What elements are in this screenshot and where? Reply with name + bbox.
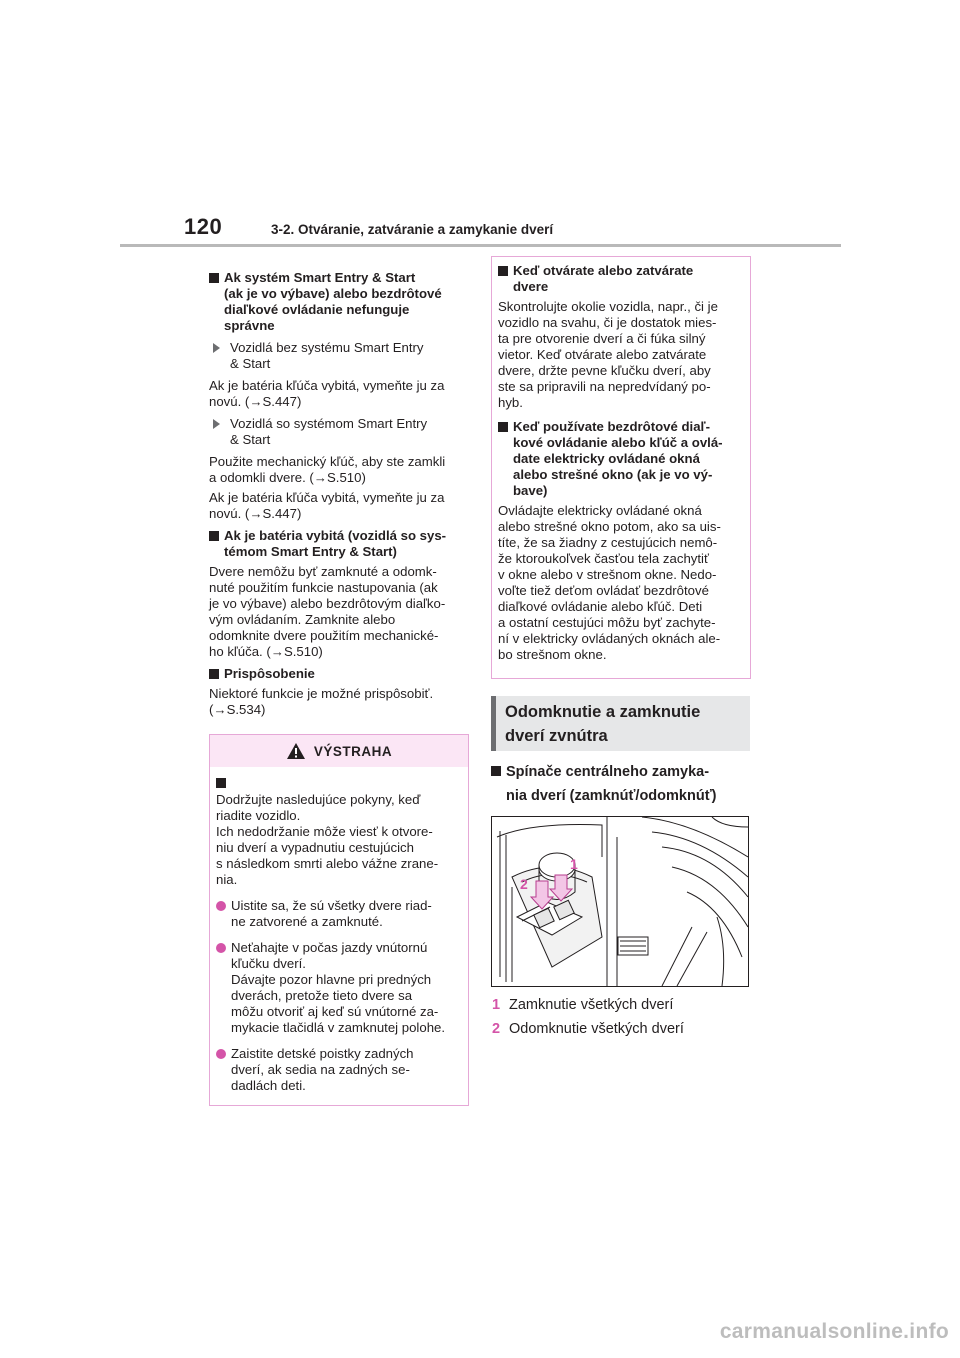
- square-bullet-icon: [209, 669, 219, 679]
- text-line: Niektoré funkcie je možné prispôsobiť.: [209, 686, 434, 701]
- legend-number: 2: [492, 1021, 501, 1037]
- illustration-legend: [491, 993, 751, 1041]
- text-line: dverí, ak sedia na zadných se-: [231, 1062, 410, 1077]
- paragraph: [498, 299, 744, 411]
- text-line: diaľkové ovládanie nefunguje: [224, 302, 410, 317]
- square-bullet-icon: [491, 766, 501, 776]
- text-line: alebo strešné okno potom, ako sa uis-: [498, 519, 721, 534]
- text-line: kľučku dverí.: [231, 956, 306, 971]
- text-line: Skontrolujte okolie vozidla, napr., či je: [498, 299, 718, 314]
- legend-text: Odomknutie všetkých dverí: [509, 1021, 684, 1037]
- lines: [231, 1046, 414, 1094]
- lines: [513, 419, 723, 499]
- text-line: a odomkli dvere. (→S.510): [209, 470, 366, 485]
- paragraph: [209, 454, 469, 486]
- subheading-battery: [209, 528, 469, 560]
- text-line: novú. (→S.447): [209, 506, 302, 521]
- text-line: Ak je batéria kľúča vybitá, vymeňte ju za: [209, 490, 445, 505]
- text-line: (→S.534): [209, 702, 266, 717]
- dot-bullet-icon: [216, 1049, 226, 1059]
- text-line: dverách, pretože tieto dvere sa: [231, 988, 413, 1003]
- triangle-arrow-icon: [213, 419, 225, 429]
- text-line: že ktoroukoľvek časťou tela zachytiť: [498, 551, 709, 566]
- text-line: odomknite dvere použitím mechanické-: [209, 628, 439, 643]
- header-divider: [120, 244, 841, 247]
- text-line: Ak systém Smart Entry & Start: [224, 270, 416, 285]
- text-line: ní v elektricky ovládaných oknách ale-: [498, 631, 721, 646]
- text-line: títe, že sa žiadny z cestujúcich nemô-: [498, 535, 718, 550]
- text-line: Ich nedodržanie môže viesť k otvore-: [216, 824, 433, 839]
- warning-title-bar: [210, 735, 468, 767]
- paragraph: [209, 686, 469, 718]
- lines: [224, 666, 315, 682]
- square-bullet-icon: [209, 273, 219, 283]
- legend-item: [491, 993, 751, 1017]
- lines: [224, 528, 446, 560]
- text-line: & Start: [230, 432, 271, 447]
- door-lock-switch-illustration: [491, 816, 749, 987]
- switch-heading: [491, 760, 751, 808]
- warning-bullet: [216, 1046, 462, 1094]
- text-line: dvere, držte pevne kľučku dverí, aby: [498, 363, 711, 378]
- text-line: bo strešnom okne.: [498, 647, 607, 662]
- text-line: dverí zvnútra: [505, 727, 608, 745]
- text-line: môžu otvoriť aj keď sú vnútorné za-: [231, 1004, 439, 1019]
- info-heading-doors: [498, 263, 744, 295]
- variant-without-smart-entry: [209, 340, 469, 372]
- warning-bullet: [216, 940, 462, 1036]
- lines: [230, 416, 427, 448]
- text-line: ne zatvorené a zamknuté.: [231, 914, 383, 929]
- text-line: Ak je batéria vybitá (vozidlá so sys-: [224, 528, 447, 543]
- square-bullet-icon: [498, 422, 508, 432]
- square-bullet-icon: [216, 778, 226, 788]
- text-line: Vozidlá so systémom Smart Entry: [230, 416, 428, 431]
- text-line: Keď otvárate alebo zatvárate: [513, 263, 694, 278]
- text-line: ho kľúča. (→S.510): [209, 644, 323, 659]
- info-heading-remote: [498, 419, 744, 499]
- text-line: bave): [513, 483, 548, 498]
- text-line: vietor. Keď otvárate alebo zatvárate: [498, 347, 707, 362]
- text-line: v okne alebo v strešnom okne. Nedo-: [498, 567, 717, 582]
- text-line: voľte tiež deťom ovládať bezdrôtové: [498, 583, 709, 598]
- paragraph: [209, 378, 469, 410]
- warning-box: [209, 734, 469, 1106]
- text-line: s následkom smrti alebo vážne zrane-: [216, 856, 439, 871]
- watermark: carmanualsonline.info: [719, 1320, 949, 1343]
- text-line: Dvere nemôžu byť zamknuté a odomk-: [209, 564, 437, 579]
- legend-number: 1: [492, 997, 501, 1013]
- dot-bullet-icon: [216, 943, 226, 953]
- subheading-smart-entry: [209, 270, 469, 334]
- text-line: Uistite sa, že sú všetky dvere riad-: [231, 898, 432, 913]
- text-line: Dávajte pozor hlavne pri predných: [231, 972, 432, 987]
- text-line: riadite vozidlo.: [216, 808, 301, 823]
- text-line: vozidlo na svahu, či je dostatok mies-: [498, 315, 717, 330]
- section-heading: [491, 696, 750, 751]
- text-line: Dodržujte nasledujúce pokyny, keď: [216, 792, 421, 807]
- text-line: Ak je batéria kľúča vybitá, vymeňte ju za: [209, 378, 445, 393]
- callout-1: 1: [570, 856, 578, 872]
- text-line: & Start: [230, 356, 271, 371]
- info-box: [491, 256, 751, 679]
- text-line: nuté použitím funkcie nastupovania (ak: [209, 580, 438, 595]
- lines: [231, 940, 445, 1036]
- callout-2: 2: [520, 876, 528, 892]
- warning-bullet: [216, 898, 462, 930]
- text-line: Ovládajte elektricky ovládané okná: [498, 503, 702, 518]
- text-line: date elektricky ovládané okná: [513, 451, 700, 466]
- text-line: a ostatní cestujúci môžu byť zachyte-: [498, 615, 716, 630]
- dot-bullet-icon: [216, 901, 226, 911]
- text-line: ste sa pripravili na nepredvídaný po-: [498, 379, 711, 394]
- text-line: nia dverí (zamknúť/odomknúť): [506, 788, 717, 804]
- text-line: diaľkové ovládanie alebo kľúč. Deti: [498, 599, 703, 614]
- lines: [513, 263, 693, 295]
- text-line: Zaistite detské poistky zadných: [231, 1046, 414, 1061]
- warning-text: [216, 792, 462, 888]
- chapter-title: 3-2. Otváranie, zatváranie a zamykanie dverí: [271, 222, 554, 237]
- lines: [230, 340, 424, 372]
- text-line: kové ovládanie alebo kľúč a ovlá-: [513, 435, 723, 450]
- text-line: Vozidlá bez systému Smart Entry: [230, 340, 424, 355]
- paragraph: [209, 564, 469, 660]
- text-line: dadlách deti.: [231, 1078, 306, 1093]
- legend-item: [491, 1017, 751, 1041]
- text-line: mykacie tlačidlá v zamknutej polohe.: [231, 1020, 446, 1035]
- text-line: správne: [224, 318, 275, 333]
- text-line: ta pre otvorenie dverí a či fúka silný: [498, 331, 706, 346]
- square-bullet-icon: [209, 531, 219, 541]
- lines: [231, 898, 432, 930]
- left-column: [209, 270, 469, 718]
- text-line: novú. (→S.447): [209, 394, 302, 409]
- lines: [506, 760, 716, 808]
- door-panel-drawing: [492, 817, 748, 986]
- square-bullet-icon: [498, 266, 508, 276]
- text-line: témom Smart Entry & Start): [224, 544, 397, 559]
- lines: [224, 270, 442, 334]
- text-line: nia.: [216, 872, 238, 887]
- paragraph: [209, 490, 469, 522]
- text-line: je vo výbave) alebo bezdrôtovým diaľko-: [209, 596, 446, 611]
- text-line: Použite mechanický kľúč, aby ste zamkli: [209, 454, 446, 469]
- variant-with-smart-entry: [209, 416, 469, 448]
- text-line: niu dverí a vypadnutiu cestujúcich: [216, 840, 414, 855]
- text-line: Odomknutie a zamknutie: [505, 703, 701, 721]
- text-line: Keď používate bezdrôtové diaľ-: [513, 419, 711, 434]
- warning-heading: [216, 775, 462, 788]
- text-line: (ak je vo výbave) alebo bezdrôtové: [224, 286, 442, 301]
- text-line: alebo strešné okno (ak je vo vý-: [513, 467, 713, 482]
- text-line: vým ovládaním. Zamknite alebo: [209, 612, 396, 627]
- paragraph: [498, 503, 744, 663]
- page-number: 120: [184, 214, 223, 239]
- text-line: Neťahajte v počas jazdy vnútornú: [231, 940, 428, 955]
- triangle-arrow-icon: [213, 343, 225, 353]
- legend-text: Zamknutie všetkých dverí: [509, 997, 674, 1013]
- text-line: Prispôsobenie: [224, 666, 315, 681]
- switch-subsection: [491, 760, 751, 808]
- warning-triangle-icon: [286, 742, 306, 760]
- subheading-customization: [209, 666, 469, 682]
- text-line: hyb.: [498, 395, 523, 410]
- text-line: Spínače centrálneho zamyka-: [506, 764, 710, 780]
- text-line: dvere: [513, 279, 549, 294]
- warning-title: VÝSTRAHA: [313, 743, 393, 759]
